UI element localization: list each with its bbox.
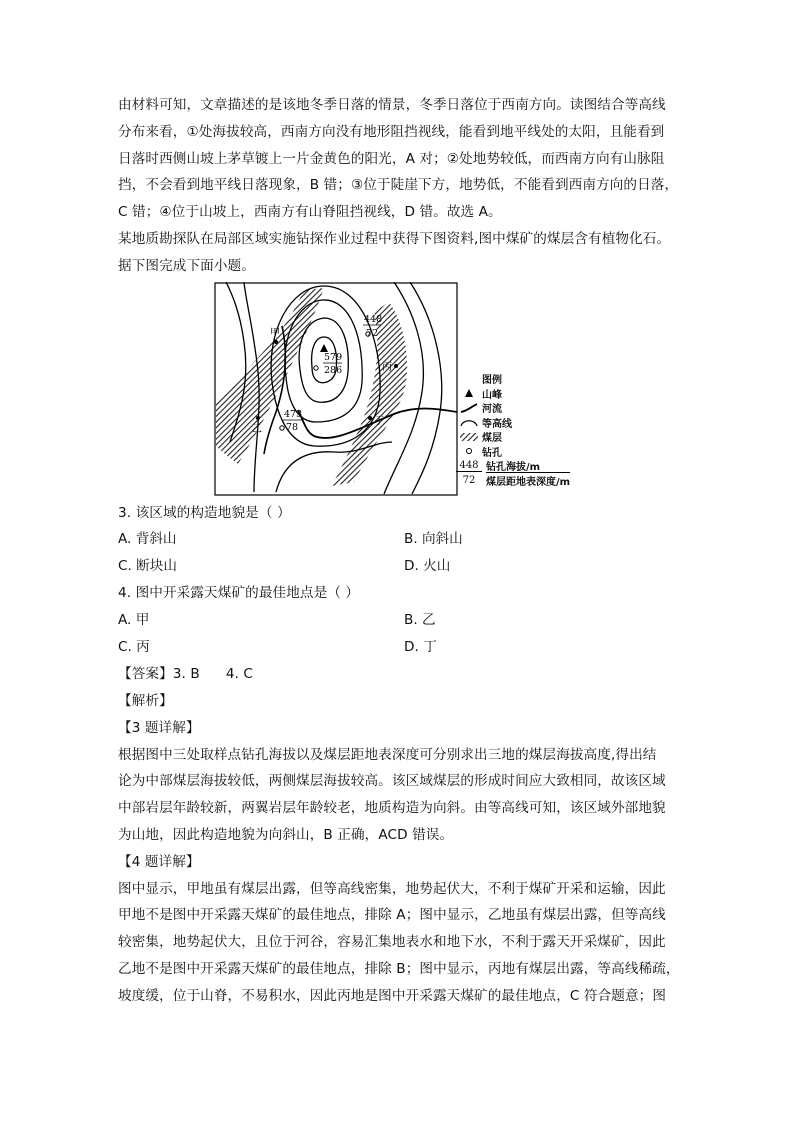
q4-detail-line: 坡度缓，位于山脊，不易积水，因此丙地是图中开采露天煤矿的最佳地点，C 符合题意；图 xyxy=(118,987,667,1004)
intro-line: C 错；④位于山坡上，西南方有山脊阻挡视线，D 错。故选 A。 xyxy=(118,204,502,221)
contour-icon xyxy=(459,417,479,427)
borehole-icon xyxy=(464,446,474,456)
borehole-altitude: 473 xyxy=(284,408,303,420)
option-d[interactable]: D. 火山 xyxy=(404,558,451,575)
legend-label: 煤层 xyxy=(482,433,502,445)
borehole-altitude: 448 xyxy=(364,313,383,325)
borehole-altitude: 579 xyxy=(324,351,343,363)
answer-3: 3. B xyxy=(172,666,200,683)
legend-label: 钻孔 xyxy=(482,447,502,459)
q3-detail-line: 为山地，因此构造地貌为向斜山，B 正确，ACD 错误。 xyxy=(118,826,454,843)
option-a[interactable]: A. 背斜山 xyxy=(118,531,177,548)
answer-line xyxy=(118,661,678,688)
q4-detail-label: 【4 题详解】 xyxy=(118,853,200,870)
point-marker xyxy=(274,340,278,344)
point-marker xyxy=(394,364,398,368)
legend-sample-depth: 72 xyxy=(462,474,476,486)
borehole-icon xyxy=(314,365,318,369)
map-legend xyxy=(456,372,570,488)
contour-map-figure xyxy=(118,280,678,500)
intro-line: 挡，不会看到地平线日落现象，B 错；③位于陡崖下方，地势低，不能看到西南方向的日落， xyxy=(118,177,679,194)
q4-detail-line: 较密集，地势起伏大，且位于河谷，容易汇集地表水和地下水，不利于露天开采煤矿，因此 xyxy=(118,934,666,951)
borehole-icon xyxy=(280,425,284,429)
q3-detail-label: 【3 题详解】 xyxy=(118,719,200,736)
legend-sample-altitude: 448 xyxy=(456,460,482,472)
point-label-bing: 丙 xyxy=(382,361,392,373)
answer-label: 【答案】 xyxy=(118,666,173,683)
option-b[interactable]: B. 乙 xyxy=(404,612,436,629)
option-c[interactable]: C. 断块山 xyxy=(118,558,177,575)
question-4-stem: 4. 图中开采露天煤矿的最佳地点是（ ） xyxy=(118,585,360,602)
intro-line: 某地质勘探队在局部区域实施钻探作业过程中获得下图资料,图中煤矿的煤层含有植物化石。 xyxy=(118,230,671,247)
contour-map xyxy=(214,282,458,496)
q4-detail-line: 图中显示，甲地虽有煤层出露，但等高线密集，地势起伏大，不利于煤矿开采和运输，因此 xyxy=(118,880,666,897)
q3-detail-line: 根据图中三处取样点钻孔海拔以及煤层距地表深度可分别求出三地的煤层海拔高度,得出结 xyxy=(118,746,657,763)
intro-line: 由材料可知，文章描述的是该地冬季日落的情景，冬季日落位于西南方向。读图结合等高线 xyxy=(118,97,666,113)
q4-detail-line: 乙地不是图中开采露天煤矿的最佳地点，排除 B；图中显示，丙地有煤层出露，等高线稀疏， xyxy=(118,960,680,977)
q3-detail-line: 论为中部煤层海拔较低，两侧煤层海拔较高。该区域煤层的形成时间应大致相同，故该区域 xyxy=(118,773,666,790)
legend-label: 钻孔海拔/m xyxy=(486,462,541,474)
option-b[interactable]: B. 向斜山 xyxy=(404,531,463,548)
q3-detail-line: 中部岩层年龄较新，两翼岩层年龄较老，地质构造为向斜。由等高线可知，该区域外部地貌 xyxy=(118,800,666,817)
option-d[interactable]: D. 丁 xyxy=(404,639,437,656)
legend-label: 山峰 xyxy=(482,389,502,401)
point-marker xyxy=(256,416,260,420)
question-3-stem: 3. 该区域的构造地貌是（ ） xyxy=(118,504,291,521)
borehole-depth: 72 xyxy=(366,327,379,339)
point-marker xyxy=(368,416,372,420)
option-a[interactable]: A. 甲 xyxy=(118,612,150,629)
intro-line: 日落时西侧山坡上茅草镀上一片金黄色的阳光，A 对；②处地势较低，而西南方向有山脉阻 xyxy=(118,150,665,167)
legend-label: 等高线 xyxy=(482,418,512,430)
legend-title: 图例 xyxy=(482,375,502,387)
coal-seam-icon xyxy=(459,432,479,442)
analysis-label: 【解析】 xyxy=(118,692,173,709)
peak-icon xyxy=(464,388,474,398)
point-label-ding: 丁 xyxy=(374,415,384,427)
intro-line: 据下图完成下面小题。 xyxy=(118,257,255,274)
borehole-depth: 286 xyxy=(324,364,343,376)
answer-4: 4. C xyxy=(225,666,253,683)
q4-detail-line: 甲地不是图中开采露天煤矿的最佳地点，排除 A；图中显示，乙地虽有煤层出露，但等高线 xyxy=(118,907,666,924)
point-label-jia: 甲 xyxy=(270,327,280,339)
legend-label: 煤层距地表深度/m xyxy=(486,472,570,488)
borehole-depth: 78 xyxy=(286,421,299,433)
river-icon xyxy=(459,403,479,413)
document-page xyxy=(118,92,678,1010)
legend-label: 河流 xyxy=(482,404,502,416)
point-label-yi: 乙 xyxy=(252,423,262,435)
option-c[interactable]: C. 丙 xyxy=(118,639,150,656)
intro-line: 分布来看，①处海拔较高，西南方向没有地形阻挡视线，能看到地平线处的太阳，且能看到 xyxy=(118,123,665,140)
